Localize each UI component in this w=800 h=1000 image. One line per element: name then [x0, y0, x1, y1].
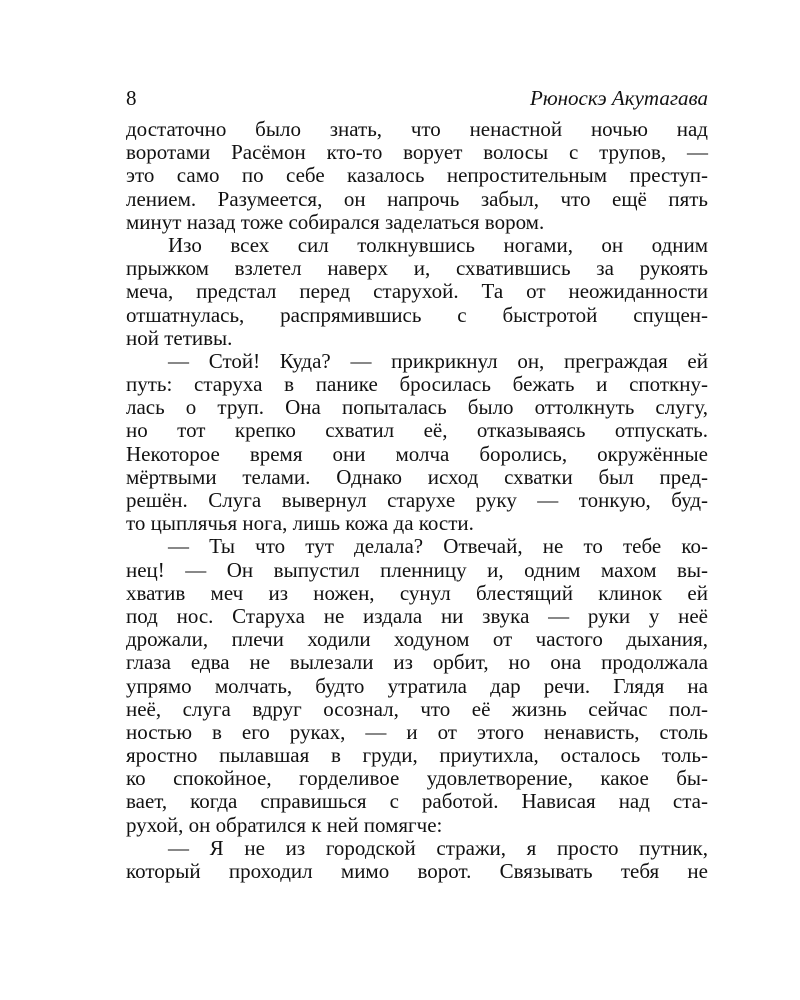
- text-line: ной тетивы.: [126, 325, 233, 350]
- text-line: лением. Разумеется, он напрочь забыл, что ещё пять: [126, 186, 708, 211]
- text-line: который проходил мимо ворот. Связывать тебя не: [126, 859, 708, 883]
- text-line: под нос. Старуха не издала ни звука — руки у неё: [126, 603, 708, 628]
- book-page: [126, 84, 708, 883]
- text-line: воротами Расёмон кто-то ворует волосы с трупов, —: [126, 140, 708, 165]
- text-line: — Ты что тут делала? Отвечай, не то тебе ко-: [168, 534, 708, 559]
- text-line: прыжком взлетел наверх и, схватившись за рукоять: [126, 256, 708, 281]
- text-line: меча, предстал перед старухой. Та от неожиданности: [126, 279, 708, 304]
- text-line: ко спокойное, горделивое удовлетворение, какое бы-: [126, 766, 708, 791]
- text-line: рухой, он обратился к ней помягче:: [126, 812, 443, 837]
- page-number: 8: [126, 86, 137, 110]
- text-line: упрямо молчать, будто утратила дар речи. Глядя на: [126, 673, 708, 698]
- text-line: вает, когда справишься с работой. Нависая над ста-: [126, 789, 708, 814]
- text-line: — Я не из городской стражи, я просто путник,: [168, 835, 708, 860]
- text-line: путь: старуха в панике бросилась бежать и споткну-: [126, 372, 708, 397]
- text-line: дрожали, плечи ходили ходуном от частого дыхания,: [126, 627, 708, 652]
- text-line: Изо всех сил толкнувшись ногами, он одним: [168, 232, 708, 257]
- text-line: мёртвыми телами. Однако исход схватки был пред-: [126, 464, 708, 489]
- text-line: лась о труп. Она попыталась было оттолкнуть слугу,: [126, 395, 708, 420]
- text-line: неё, слуга вдруг осознал, что её жизнь сейчас пол-: [126, 696, 708, 721]
- text-body: [126, 118, 708, 883]
- text-line: достаточно было знать, что ненастной ночью над: [126, 117, 708, 141]
- text-line: решён. Слуга вывернул старухе руку — тонкую, буд-: [126, 488, 708, 512]
- text-line: хватив меч из ножен, сунул блестящий клинок ей: [126, 580, 708, 605]
- text-line: отшатнулась, распрямившись с быстротой спущен-: [126, 302, 708, 327]
- running-title: Рюноскэ Акутагава: [530, 86, 708, 110]
- text-line: нец! — Он выпустил пленницу и, одним махом вы-: [126, 557, 708, 582]
- text-line: это само по себе казалось непростительным преступ-: [126, 163, 708, 188]
- text-line: глаза едва не вылезали из орбит, но она продолжала: [126, 650, 708, 675]
- text-line: яростно пылавшая в груди, приутихла, осталось толь-: [126, 743, 708, 768]
- text-line: Некоторое время они молча боролись, окружённые: [126, 441, 708, 466]
- running-head: [126, 84, 708, 118]
- text-line: но тот крепко схватил её, отказываясь отпускать.: [126, 418, 708, 443]
- text-line: ностью в его руках, — и от этого ненависть, столь: [126, 719, 708, 744]
- text-line: — Стой! Куда? — прикрикнул он, преграждая ей: [168, 348, 708, 373]
- text-line: то цыплячья нога, лишь кожа да кости.: [126, 511, 474, 536]
- text-line: минут назад тоже собирался заделаться вором.: [126, 209, 545, 234]
